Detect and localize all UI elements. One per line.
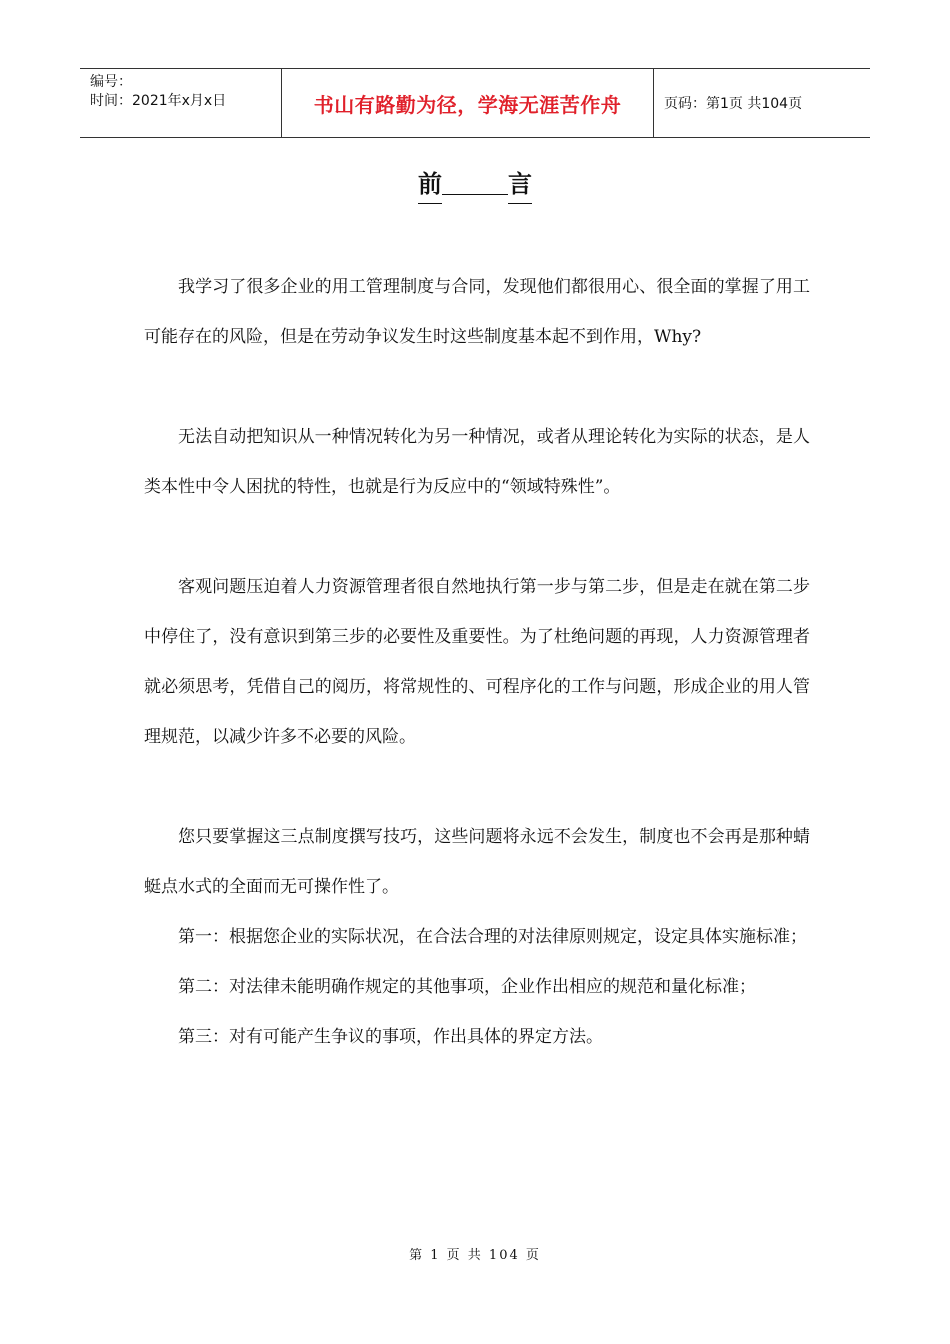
header-meta-cell (80, 69, 282, 137)
paragraph-5: 第一：根据您企业的实际状况，在合法合理的对法律原则规定，设定具体实施标准； (178, 927, 807, 947)
document-header (80, 68, 870, 138)
paragraph-1: 我学习了很多企业的用工管理制度与合同，发现他们都很用心、很全面的掌握了用工可能存在的风险，但是在劳动争议发生时这些制度基本起不到作用，Why? (144, 277, 810, 347)
document-body (144, 262, 810, 1062)
paragraph-3: 客观问题压迫着人力资源管理者很自然地执行第一步与第二步，但是走在就在第二步中停住了，没有意识到第三步的必要性及重要性。为了杜绝问题的再现，人力资源管理者就必须思考，凭借自己的阅历，将常规性的、可程序化的工作与问题，形成企业的用人管理规范，以减少许多不必要的风险。 (144, 577, 810, 747)
header-motto: 书山有路勤为径，学海无涯苦作舟 (282, 69, 654, 137)
date-label: 时间：2021年x月x日 (90, 93, 227, 109)
serial-number-label: 编号： (90, 74, 132, 90)
paragraph-7: 第三：对有可能产生争议的事项，作出具体的界定方法。 (178, 1027, 603, 1047)
title-underline-gap (442, 192, 508, 195)
paragraph-6: 第二：对法律未能明确作规定的其他事项，企业作出相应的规范和量化标准； (178, 977, 756, 997)
paragraph-4: 您只要掌握这三点制度撰写技巧，这些问题将永远不会发生，制度也不会再是那种蜻蜓点水式的全面而无可操作性了。 (144, 827, 810, 897)
header-page-code: 页码：第1页 共104页 (664, 96, 803, 112)
page-title (0, 166, 950, 204)
page-footer: 第 1 页 共 104 页 (409, 1248, 541, 1263)
title-char-right: 言 (508, 166, 532, 204)
title-char-left: 前 (418, 166, 442, 204)
paragraph-2: 无法自动把知识从一种情况转化为另一种情况，或者从理论转化为实际的状态，是人类本性中令人困扰的特性，也就是行为反应中的“领域特殊性”。 (144, 427, 810, 497)
